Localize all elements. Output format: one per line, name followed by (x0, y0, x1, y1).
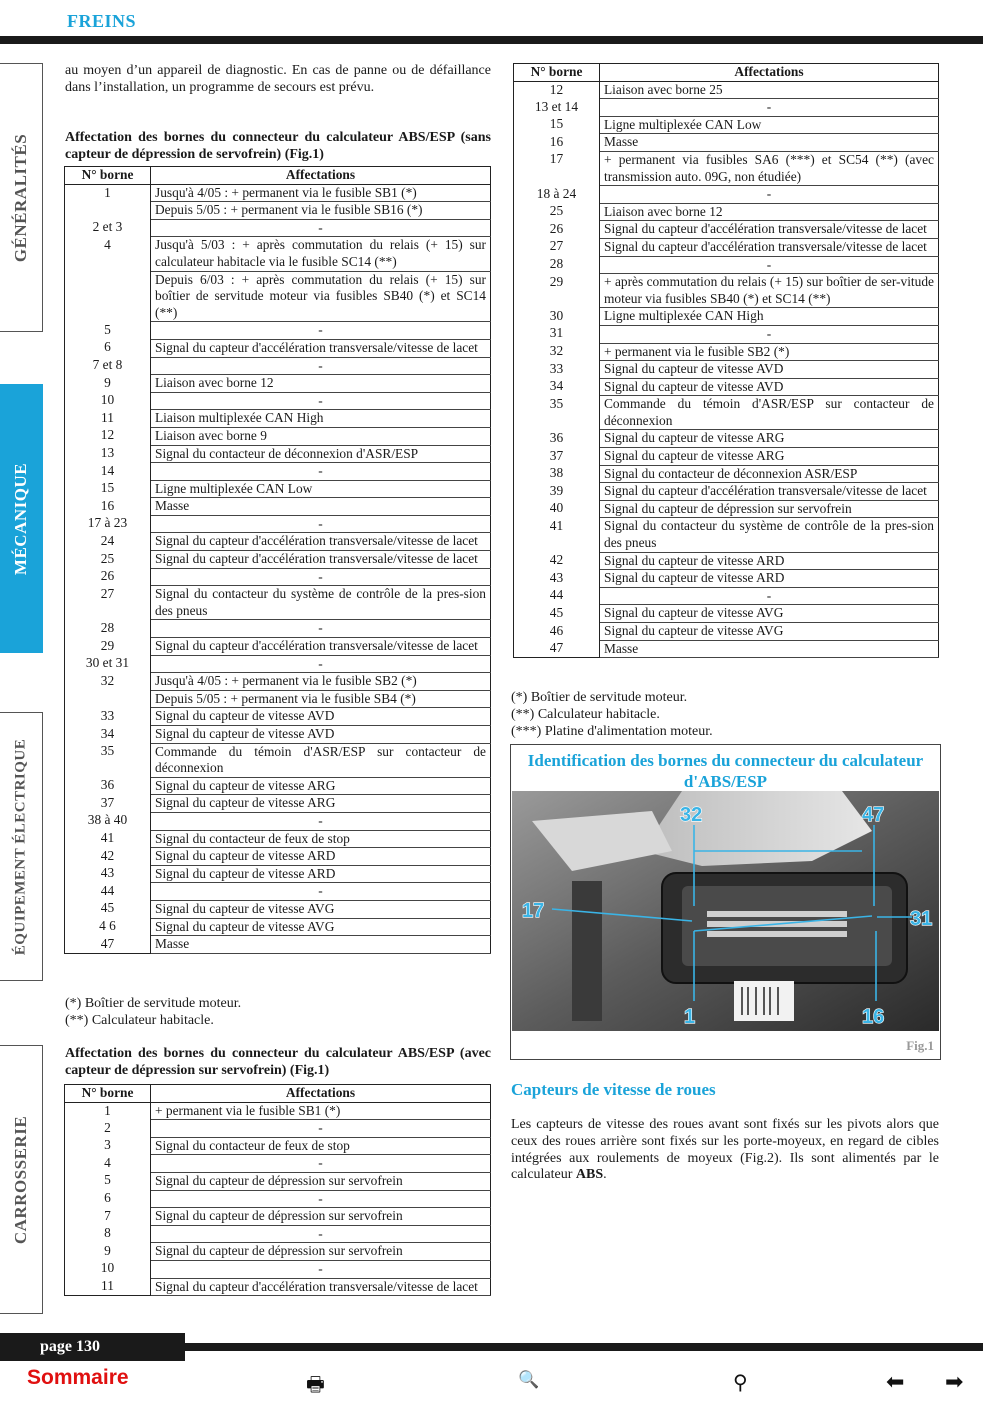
borne-cell: 4 (65, 1155, 151, 1173)
affectation-cell: Commande du témoin d'ASR/ESP sur contacteur de déconnexion (600, 396, 939, 430)
connector-illustration (512, 791, 939, 1031)
table-row (514, 116, 939, 134)
col-affectations-header: Affectations (600, 64, 939, 82)
table-row (65, 410, 491, 428)
borne-cell: 12 (514, 81, 600, 99)
borne-cell: 37 (514, 448, 600, 466)
table-row (65, 848, 491, 866)
table-row (65, 655, 491, 673)
table-row (514, 640, 939, 658)
borne-cell: 16 (514, 134, 600, 152)
borne-cell (65, 690, 151, 708)
table-row (514, 448, 939, 466)
borne-cell: 5 (65, 1172, 151, 1190)
note: (**) Calculateur habitacle. (65, 1012, 214, 1028)
borne-cell: 27 (514, 238, 600, 256)
table-row (514, 151, 939, 185)
affectation-cell: Commande du témoin d'ASR/ESP sur contacteur de déconnexion (151, 743, 491, 777)
borne-cell: 29 (514, 274, 600, 308)
table-row (65, 1243, 491, 1261)
affectation-cell: Signal du capteur de vitesse AVD (600, 361, 939, 379)
borne-cell: 45 (65, 900, 151, 918)
borne-cell: 25 (65, 551, 151, 569)
table-row (65, 673, 491, 691)
col-borne-header: N° borne (65, 167, 151, 185)
pin-table-with-vacuum-continued (513, 63, 939, 658)
table-row (65, 900, 491, 918)
borne-cell: 2 (65, 1120, 151, 1138)
table-row (514, 361, 939, 379)
affectation-cell: - (600, 325, 939, 343)
borne-cell: 12 (65, 427, 151, 445)
intro-paragraph: au moyen d’un appareil de diagnostic. En cas de panne ou de défaillance dans l’installation, un programme de secours est prévu. (65, 63, 491, 95)
affectation-cell: Signal du capteur de vitesse ARG (151, 777, 491, 795)
borne-cell: 26 (514, 221, 600, 239)
borne-cell: 40 (514, 500, 600, 518)
table-row (65, 463, 491, 481)
affectation-cell: - (151, 392, 491, 410)
table-row (514, 483, 939, 501)
affectation-cell: Masse (151, 498, 491, 516)
borne-cell: 7 (65, 1208, 151, 1226)
para-text: Les capteurs de vitesse des roues avant sont fixés sur les pivots alors que ceux des roues arrière sont fixés sur les porte-moyeux, en regard de cibles intégrées aux roulements de moyeux (Fig.2). Ils sont alimentés par le calculateur (511, 1117, 939, 1183)
affectation-cell: Signal du capteur de vitesse AVD (151, 708, 491, 726)
table-row (514, 378, 939, 396)
affectation-cell: - (600, 256, 939, 274)
affectation-cell: Signal du capteur de vitesse ARD (151, 848, 491, 866)
borne-cell: 24 (65, 533, 151, 551)
pin-label-31: 31 (910, 908, 933, 930)
note: (*) Boîtier de servitude moteur. (511, 690, 688, 705)
borne-cell: 30 et 31 (65, 655, 151, 673)
affectation-cell: Signal du capteur de vitesse AVD (600, 378, 939, 396)
table-row (514, 186, 939, 204)
pin-table-without-vacuum (64, 166, 491, 954)
table-row (514, 570, 939, 588)
table-row (514, 500, 939, 518)
borne-cell: 15 (514, 116, 600, 134)
col-affectations-header: Affectations (151, 1085, 491, 1103)
pin-label-17: 17 (522, 900, 545, 922)
affectation-cell: Signal du capteur de vitesse ARD (151, 865, 491, 883)
borne-cell: 42 (514, 552, 600, 570)
table-row (65, 357, 491, 375)
affectation-cell: Masse (151, 936, 491, 954)
affectation-cell: Depuis 5/05 : + permanent via le fusible SB16 (*) (151, 202, 491, 220)
borne-cell: 18 à 24 (514, 186, 600, 204)
borne-cell: 28 (514, 256, 600, 274)
table-row (514, 308, 939, 326)
borne-cell: 26 (65, 568, 151, 586)
affectation-cell: + permanent via fusibles SA6 (***) et SC54 (**) (avec transmission auto. 09G, non étudiée) (600, 151, 939, 185)
tab-generalites[interactable] (0, 63, 43, 332)
table-row (514, 221, 939, 239)
affectation-cell: Liaison avec borne 12 (600, 203, 939, 221)
table-row (514, 256, 939, 274)
affectation-cell: - (151, 812, 491, 830)
affectation-cell: Signal du capteur d'accélération transversale/vitesse de lacet (151, 533, 491, 551)
table-row (514, 552, 939, 570)
borne-cell: 7 et 8 (65, 357, 151, 375)
section2-heading: Affectation des bornes du connecteur du calculateur ABS/ESP (avec capteur de dépression sur servofrein) (Fig.1) (65, 1046, 491, 1078)
tab-equipement-electrique[interactable] (0, 712, 43, 981)
borne-cell: 36 (514, 430, 600, 448)
table-row (65, 708, 491, 726)
table-row (65, 586, 491, 620)
affectation-cell: Signal du capteur de vitesse ARG (600, 430, 939, 448)
table-row (65, 271, 491, 322)
table-row (514, 81, 939, 99)
affectation-cell: + permanent via le fusible SB2 (*) (600, 343, 939, 361)
table-row (65, 1190, 491, 1208)
table-row (65, 551, 491, 569)
table-row (514, 623, 939, 641)
affectation-cell: Signal du capteur d'accélération transversale/vitesse de lacet (151, 638, 491, 656)
tab-carrosserie[interactable] (0, 1045, 43, 1314)
connector-photo (512, 791, 939, 1031)
borne-cell: 35 (514, 396, 600, 430)
note: (**) Calculateur habitacle. (511, 706, 660, 722)
affectation-cell: Signal du capteur d'accélération transversale/vitesse de lacet (600, 221, 939, 239)
chapter-title: FREINS (67, 11, 137, 31)
affectation-cell: Signal du contacteur de feux de stop (151, 1137, 491, 1155)
borne-cell: 13 (65, 445, 151, 463)
borne-cell: 33 (514, 361, 600, 379)
section2-notes (511, 690, 713, 740)
table-row (65, 427, 491, 445)
pin-label-16: 16 (862, 1006, 885, 1028)
affectation-cell: Signal du capteur de vitesse ARD (600, 552, 939, 570)
table-row (65, 533, 491, 551)
table-row (514, 325, 939, 343)
borne-cell: 9 (65, 375, 151, 393)
table-row (65, 1137, 491, 1155)
affectation-cell: Signal du capteur de vitesse ARG (151, 795, 491, 813)
table-row (65, 812, 491, 830)
borne-cell: 47 (514, 640, 600, 658)
affectation-cell: Signal du capteur de dépression sur servofrein (151, 1208, 491, 1226)
affectation-cell: - (151, 463, 491, 481)
borne-cell: 10 (65, 392, 151, 410)
affectation-cell: Signal du capteur de vitesse AVG (600, 623, 939, 641)
borne-cell: 25 (514, 203, 600, 221)
tab-label: CARROSSERIE (11, 1115, 30, 1244)
borne-cell (65, 202, 151, 220)
table-row (65, 202, 491, 220)
borne-cell: 43 (65, 865, 151, 883)
affectation-cell: Signal du contacteur de feux de stop (151, 830, 491, 848)
print-icon[interactable]: 🖶 (306, 1372, 325, 1396)
affectation-cell: - (151, 655, 491, 673)
tab-mecanique[interactable] (0, 384, 43, 653)
table-row (65, 865, 491, 883)
para-bold: ABS (575, 1167, 604, 1183)
table-row (65, 1208, 491, 1226)
borne-cell: 43 (514, 570, 600, 588)
table-row (65, 1120, 491, 1138)
borne-cell: 35 (65, 743, 151, 777)
borne-cell: 46 (514, 623, 600, 641)
table-row (514, 203, 939, 221)
borne-cell: 34 (514, 378, 600, 396)
table-row (65, 777, 491, 795)
section1-heading: Affectation des bornes du connecteur du calculateur ABS/ESP (sans capteur de dépression de servofrein) (Fig.1) (65, 130, 491, 162)
note: (***) Platine d'alimentation moteur. (511, 723, 713, 739)
borne-cell: 39 (514, 483, 600, 501)
table-row (65, 498, 491, 516)
table-row (65, 936, 491, 954)
wheel-sensors-heading: Capteurs de vitesse de roues (511, 1080, 716, 1099)
table-row (514, 396, 939, 430)
table-row (65, 1155, 491, 1173)
borne-cell: 4 6 (65, 918, 151, 936)
borne-cell: 44 (65, 883, 151, 901)
affectation-cell: Jusqu'à 4/05 : + permanent via le fusible SB1 (*) (151, 184, 491, 202)
borne-cell: 28 (65, 620, 151, 638)
col-affectations-header: Affectations (151, 167, 491, 185)
affectation-cell: Ligne multiplexée CAN Low (151, 480, 491, 498)
affectation-cell: - (151, 1225, 491, 1243)
affectation-cell: Signal du capteur de vitesse AVD (151, 726, 491, 744)
table-row (65, 1278, 491, 1296)
borne-cell: 41 (514, 518, 600, 552)
borne-cell: 13 et 14 (514, 99, 600, 117)
table-row (65, 339, 491, 357)
borne-cell: 32 (514, 343, 600, 361)
tab-label: MÉCANIQUE (11, 462, 30, 575)
affectation-cell: - (600, 186, 939, 204)
affectation-cell: Signal du capteur de dépression sur servofrein (151, 1243, 491, 1261)
affectation-cell: Signal du contacteur de déconnexion ASR/ESP (600, 465, 939, 483)
borne-cell: 47 (65, 936, 151, 954)
table-row (65, 1102, 491, 1120)
affectation-cell: Liaison avec borne 25 (600, 81, 939, 99)
affectation-cell: - (151, 620, 491, 638)
para-tail: . (603, 1167, 607, 1183)
borne-cell: 3 (65, 1137, 151, 1155)
borne-cell: 1 (65, 1102, 151, 1120)
affectation-cell: Jusqu'à 4/05 : + permanent via le fusible SB2 (*) (151, 673, 491, 691)
borne-cell: 38 (514, 465, 600, 483)
affectation-cell: - (151, 1260, 491, 1278)
affectation-cell: Signal du capteur de vitesse ARD (600, 570, 939, 588)
borne-cell: 41 (65, 830, 151, 848)
affectation-cell: - (151, 515, 491, 533)
table-row (65, 830, 491, 848)
affectation-cell: Signal du capteur de vitesse AVG (600, 605, 939, 623)
affectation-cell: Signal du capteur d'accélération transversale/vitesse de lacet (600, 483, 939, 501)
table-row (514, 587, 939, 605)
borne-cell: 9 (65, 1243, 151, 1261)
borne-cell: 16 (65, 498, 151, 516)
table-row (514, 518, 939, 552)
table-row (65, 726, 491, 744)
borne-cell: 38 à 40 (65, 812, 151, 830)
affectation-cell: - (151, 357, 491, 375)
affectation-cell: Signal du contacteur de déconnexion d'ASR/ESP (151, 445, 491, 463)
table-row (65, 568, 491, 586)
borne-cell: 44 (514, 587, 600, 605)
affectation-cell: Signal du capteur de vitesse AVG (151, 918, 491, 936)
note: (*) Boîtier de servitude moteur. (65, 996, 242, 1011)
section1-notes (65, 996, 241, 1030)
table-row (65, 1225, 491, 1243)
affectation-cell: Ligne multiplexée CAN Low (600, 116, 939, 134)
table-row (514, 430, 939, 448)
col-borne-header: N° borne (65, 1085, 151, 1103)
figure-title: Identification des bornes du connecteur du calculateur d'ABS/ESP (527, 751, 924, 791)
table-row (65, 1172, 491, 1190)
affectation-cell: - (151, 568, 491, 586)
affectation-cell: Signal du capteur d'accélération transversale/vitesse de lacet (151, 339, 491, 357)
affectation-cell: Masse (600, 640, 939, 658)
borne-cell: 42 (65, 848, 151, 866)
sommaire-link[interactable]: Sommaire (27, 1366, 129, 1389)
borne-cell: 15 (65, 480, 151, 498)
borne-cell: 45 (514, 605, 600, 623)
table-row (65, 392, 491, 410)
borne-cell: 31 (514, 325, 600, 343)
table-row (514, 605, 939, 623)
col-borne-header: N° borne (514, 64, 600, 82)
borne-cell: 17 à 23 (65, 515, 151, 533)
affectation-cell: Liaison multiplexée CAN High (151, 410, 491, 428)
borne-cell: 33 (65, 708, 151, 726)
affectation-cell: Masse (600, 134, 939, 152)
affectation-cell: Signal du capteur de vitesse ARG (600, 448, 939, 466)
borne-cell: 29 (65, 638, 151, 656)
table-row (514, 343, 939, 361)
table-row (514, 274, 939, 308)
affectation-cell: - (151, 219, 491, 237)
table-row (65, 918, 491, 936)
figure-connector (510, 744, 941, 1060)
borne-cell: 27 (65, 586, 151, 620)
table-row (514, 99, 939, 117)
figure-label: Fig.1 (906, 1038, 934, 1053)
table-row (514, 134, 939, 152)
affectation-cell: Depuis 5/05 : + permanent via le fusible SB4 (*) (151, 690, 491, 708)
affectation-cell: + après commutation du relais (+ 15) sur boîtier de ser-vitude moteur via fusibles SB40 (*) et SC14 (**) (600, 274, 939, 308)
table-row (65, 620, 491, 638)
table-row (65, 322, 491, 340)
affectation-cell: Signal du contacteur du système de contrôle de la pres-sion des pneus (600, 518, 939, 552)
borne-cell: 5 (65, 322, 151, 340)
table-row (65, 515, 491, 533)
borne-cell: 2 et 3 (65, 219, 151, 237)
borne-cell: 8 (65, 1225, 151, 1243)
table-row (65, 883, 491, 901)
pin-table-with-vacuum (64, 1084, 491, 1296)
affectation-cell: Signal du capteur de dépression sur servofrein (600, 500, 939, 518)
affectation-cell: Signal du capteur d'accélération transversale/vitesse de lacet (151, 551, 491, 569)
affectation-cell: + permanent via le fusible SB1 (*) (151, 1102, 491, 1120)
borne-cell: 6 (65, 1190, 151, 1208)
tab-label: GÉNÉRALITÉS (11, 133, 30, 262)
borne-cell: 36 (65, 777, 151, 795)
affectation-cell: - (151, 322, 491, 340)
wheel-sensors-paragraph (511, 1117, 939, 1184)
affectation-cell: - (151, 1155, 491, 1173)
affectation-cell: Ligne multiplexée CAN High (600, 308, 939, 326)
table-row (65, 480, 491, 498)
affectation-cell: Signal du capteur de dépression sur servofrein (151, 1172, 491, 1190)
borne-cell: 4 (65, 237, 151, 271)
borne-cell: 11 (65, 1278, 151, 1296)
pin-label-32: 32 (680, 804, 703, 826)
table-row (65, 219, 491, 237)
table-row (65, 237, 491, 271)
document-search-icon[interactable]: 🔍 (518, 1370, 540, 1390)
table-row (514, 238, 939, 256)
borne-cell: 1 (65, 184, 151, 202)
affectation-cell: Liaison avec borne 9 (151, 427, 491, 445)
affectation-cell: Liaison avec borne 12 (151, 375, 491, 393)
affectation-cell: - (151, 1190, 491, 1208)
borne-cell: 14 (65, 463, 151, 481)
borne-cell: 6 (65, 339, 151, 357)
pin-label-47: 47 (862, 804, 885, 826)
affectation-cell: Signal du contacteur du système de contrôle de la pres-sion des pneus (151, 586, 491, 620)
table-row (65, 638, 491, 656)
table-row (65, 1260, 491, 1278)
borne-cell (65, 271, 151, 322)
page-number: page 130 (0, 1333, 185, 1361)
affectation-cell: - (600, 587, 939, 605)
borne-cell: 11 (65, 410, 151, 428)
arrow-right-icon[interactable]: ➡ (945, 1370, 964, 1395)
borne-cell: 37 (65, 795, 151, 813)
pin-label-1: 1 (684, 1006, 696, 1028)
borne-cell: 30 (514, 308, 600, 326)
table-row (65, 445, 491, 463)
affectation-cell: Signal du capteur d'accélération transversale/vitesse de lacet (151, 1278, 491, 1296)
affectation-cell: Depuis 6/03 : + après commutation du relais (+ 15) sur boîtier de servitude moteur via fusibles SB40 (*) et SC14 (**) (151, 271, 491, 322)
affectation-cell: - (600, 99, 939, 117)
borne-cell: 17 (514, 151, 600, 185)
affectation-cell: - (151, 1120, 491, 1138)
borne-cell: 10 (65, 1260, 151, 1278)
borne-cell: 32 (65, 673, 151, 691)
table-row (65, 375, 491, 393)
header-rule (0, 36, 983, 44)
borne-cell: 34 (65, 726, 151, 744)
table-row (514, 465, 939, 483)
table-row (65, 743, 491, 777)
tab-label: ÉQUIPEMENT ÉLECTRIQUE (12, 738, 29, 955)
arrow-left-icon[interactable]: ⬅ (886, 1370, 905, 1395)
binoculars-icon[interactable]: ⚲ (733, 1370, 748, 1394)
affectation-cell: - (151, 883, 491, 901)
table-row (65, 795, 491, 813)
table-row (65, 184, 491, 202)
affectation-cell: Signal du capteur de vitesse AVG (151, 900, 491, 918)
affectation-cell: Jusqu'à 5/03 : + après commutation du relais (+ 15) sur calculateur habitacle via le fusible SC14 (**) (151, 237, 491, 271)
table-row (65, 690, 491, 708)
affectation-cell: Signal du capteur d'accélération transversale/vitesse de lacet (600, 238, 939, 256)
